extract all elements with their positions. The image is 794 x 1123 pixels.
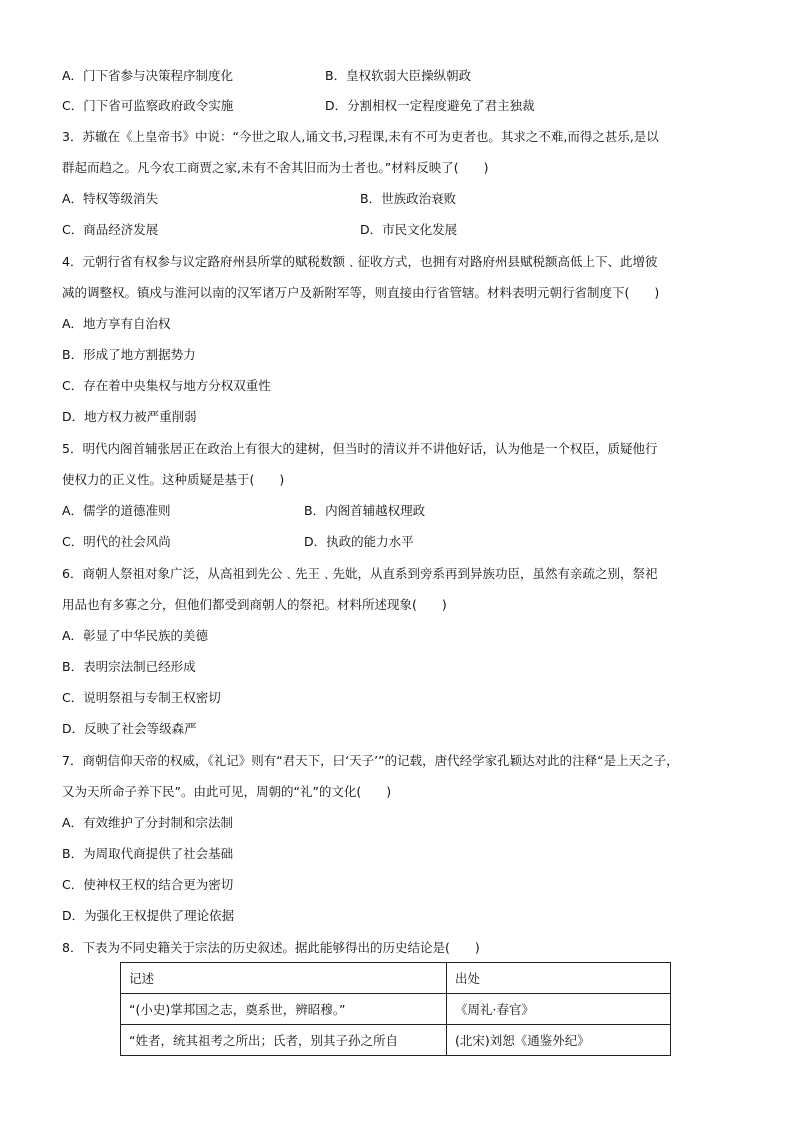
question-8-stem: 8．下表为不同史籍关于宗法的历史叙述。据此能够得出的历史结论是( ) (62, 940, 480, 955)
question-6-option-d: D．反映了社会等级森严 (62, 721, 197, 736)
question-4-option-b: B．形成了地方割据势力 (62, 347, 196, 362)
question-7-option-a: A．有效维护了分封制和宗法制 (62, 815, 234, 830)
table-cell: 《周礼·春官》 (447, 994, 671, 1025)
question-7-stem-cont: 又为天所命子养下民”。由此可见，周朝的“礼”的文化( ) (62, 784, 392, 799)
question-3-option-a: A．特权等级消失 (62, 191, 159, 206)
question-3-option-d: D．市民文化发展 (360, 222, 458, 237)
option-b: B．皇权软弱大臣操纵朝政 (325, 68, 472, 83)
question-5-option-a: A．儒学的道德准则 (62, 503, 171, 518)
table-cell: “姓者，统其祖考之所出；氏者，别其子孙之所自 (121, 1025, 447, 1056)
question-6-stem: 6．商朝人祭祖对象广泛，从高祖到先公﹑先王﹑先妣，从直系到旁系再到异族功臣，虽然有亲疏之别，祭祀 (62, 566, 658, 581)
question-7-option-d: D．为强化王权提供了理论依据 (62, 908, 235, 923)
table-header-cell: 记述 (121, 963, 447, 994)
question-5-option-d: D．执政的能力水平 (304, 534, 414, 549)
option-d: D．分割相权一定程度避免了君主独裁 (325, 98, 535, 113)
table-header-row (121, 963, 671, 994)
question-4-option-c: C．存在着中央集权与地方分权双重性 (62, 378, 271, 393)
question-3-stem-cont: 群起而趋之。凡今农工商贾之家,未有不舍其旧而为士者也。”材料反映了( ) (62, 160, 489, 175)
table-cell: (北宋)刘恕《通鉴外纪》 (447, 1025, 671, 1056)
option-a: A．门下省参与决策程序制度化 (62, 68, 234, 83)
table-row (121, 994, 671, 1025)
source-table (120, 962, 671, 1056)
question-6-stem-cont: 用品也有多寡之分，但他们都受到商朝人的祭祀。材料所述现象( ) (62, 597, 447, 612)
question-5-stem-cont: 使权力的正义性。这种质疑是基于( ) (62, 472, 285, 487)
question-3-stem: 3．苏辙在《上皇帝书》中说：“今世之取人,诵文书,习程课,未有不可为吏者也。其求之不难,而得之甚乐,是以 (62, 129, 659, 144)
table-cell: “(小史)掌邦国之志，奠系世，辨昭穆。” (121, 994, 447, 1025)
question-6-option-b: B．表明宗法制已经形成 (62, 659, 196, 674)
question-5-option-b: B．内阁首辅越权理政 (304, 503, 426, 518)
question-5-option-c: C．明代的社会风尚 (62, 534, 171, 549)
question-4-stem-cont: 减的调整权。镇戍与淮河以南的汉军诸万户及新附军等，则直接由行省管辖。材料表明元朝行省制度下( ) (62, 285, 660, 300)
question-4-option-d: D．地方权力被严重削弱 (62, 409, 197, 424)
question-7-option-b: B．为周取代商提供了社会基础 (62, 846, 234, 861)
question-4-option-a: A．地方享有自治权 (62, 316, 171, 331)
question-7-option-c: C．使神权王权的结合更为密切 (62, 877, 234, 892)
question-3-option-b: B．世族政治衰败 (360, 191, 457, 206)
question-6-option-a: A．彰显了中华民族的美德 (62, 628, 209, 643)
question-4-stem: 4．元朝行省有权参与议定路府州县所掌的赋税数额﹑征收方式，也拥有对路府州县赋税额高低上下、此增彼 (62, 254, 658, 269)
question-6-option-c: C．说明祭祖与专制王权密切 (62, 690, 221, 705)
option-c: C．门下省可监察政府政令实施 (62, 98, 234, 113)
question-7-stem: 7．商朝信仰天帝的权威，《礼记》则有“君天下，曰‘天子’”的记载，唐代经学家孔颖达对此的注释“是上天之子， (62, 753, 679, 768)
table-row (121, 1025, 671, 1056)
question-3-option-c: C．商品经济发展 (62, 222, 159, 237)
table-header-cell: 出处 (447, 963, 671, 994)
question-5-stem: 5．明代内阁首辅张居正在政治上有很大的建树，但当时的清议并不讲他好话，认为他是一个权臣，质疑他行 (62, 441, 658, 456)
